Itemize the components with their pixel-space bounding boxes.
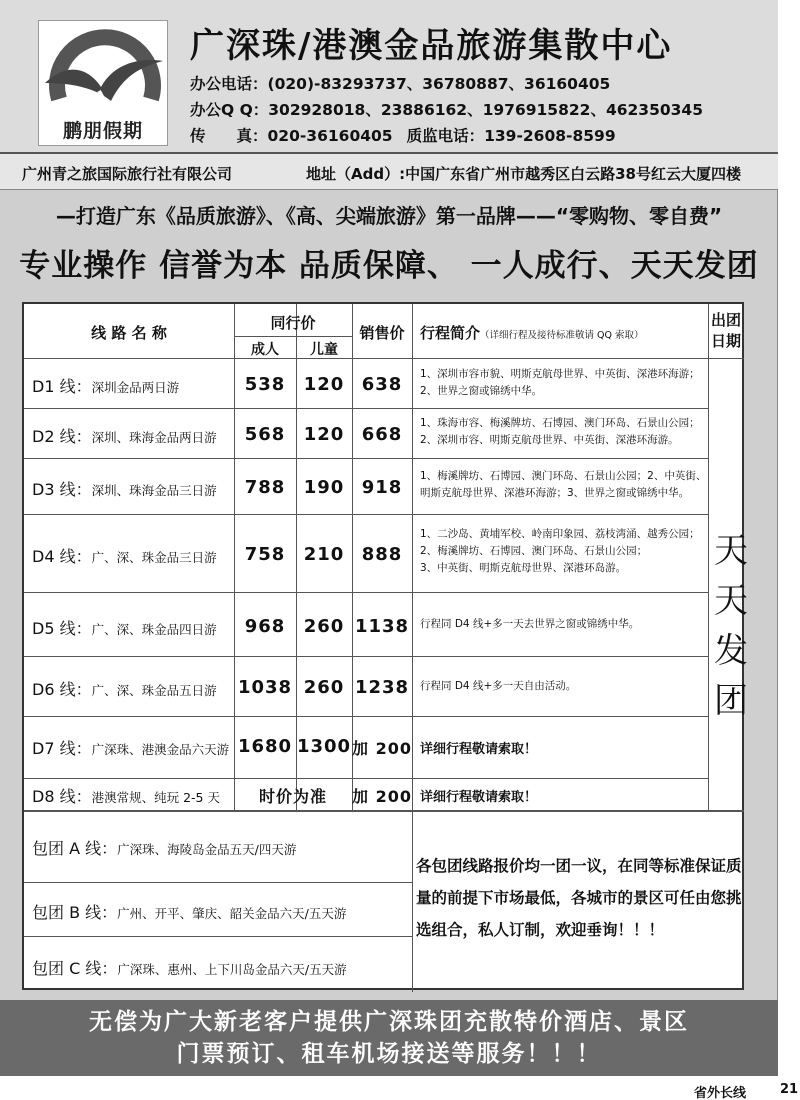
bird-logo-icon	[39, 21, 169, 125]
route-d5-desc: 行程同 D4 线+多一天去世界之窗或锦绣中华。	[420, 618, 640, 630]
route-d1-adult: 538	[244, 374, 286, 395]
office-phone-label: 办公电话：	[190, 75, 268, 93]
fax-label: 传 真：	[190, 127, 268, 145]
route-d4-sale: 888	[361, 544, 403, 565]
route-d6-desc: 行程同 D4 线+多一天自由活动。	[420, 680, 577, 692]
route-d1-child: 120	[303, 374, 345, 395]
route-d4-child: 210	[303, 544, 345, 565]
col-sale-header: 销售价	[359, 324, 405, 342]
col-peer-price-header: 同行价	[270, 314, 316, 332]
route-d5: D5 线：广、深、珠金品四日游	[32, 619, 217, 638]
office-qq-line	[190, 98, 703, 120]
route-d6-sale: 1238	[354, 677, 410, 698]
route-d8-sale: 加 200	[352, 787, 412, 806]
col-route-header: 线 路 名 称	[91, 324, 167, 342]
route-d4: D4 线：广、深、珠金品三日游	[32, 547, 217, 566]
charter-note: 各包团线路报价均一团一议，在同等标准保证质量的前提下市场最低，各城市的景区可任由您挑选组合，私人订制，欢迎垂询！！！	[416, 857, 742, 939]
fax-number: 020-36160405	[267, 127, 393, 145]
route-d6: D6 线：广、深、珠金品五日游	[32, 680, 217, 699]
col-child-header: 儿童	[310, 342, 338, 358]
route-d2: D2 线：深圳、珠海金品两日游	[32, 427, 217, 446]
route-d7-sale: 加 200	[352, 739, 412, 758]
route-d8-peer-price: 时价为准	[258, 787, 327, 806]
route-d2-sale: 668	[361, 424, 403, 445]
route-d3-adult: 788	[244, 477, 286, 498]
route-table	[22, 302, 748, 990]
service-banner	[0, 1000, 778, 1076]
route-d2-adult: 568	[244, 424, 286, 445]
page-title: 广深珠/港澳金品旅游集散中心	[190, 26, 673, 66]
daily-departure: 天 天 发 团	[714, 531, 748, 721]
route-d3-desc: 1、梅溪牌坊、石博园、澳门环岛、石景山公园；2、中英街、 明斯克航母世界、深港环海游；3、世界之窗或锦绣中华。	[420, 470, 707, 499]
header	[0, 0, 778, 152]
logo	[38, 20, 168, 146]
route-d3-sale: 918	[361, 477, 403, 498]
office-qq-label: 办公Q Q：	[190, 101, 269, 119]
route-d3: D3 线：深圳、珠海金品三日游	[32, 480, 217, 499]
charter-a: 包团 A 线：广深珠、海陵岛金品五天/四天游	[32, 839, 297, 858]
route-d1: D1 线：深圳金品两日游	[32, 377, 180, 396]
fax-line	[190, 124, 616, 146]
route-d6-adult: 1038	[237, 677, 293, 698]
route-d5-child: 260	[303, 616, 345, 637]
route-d7: D7 线：广深珠、港澳金品六天游	[32, 739, 230, 758]
charter-c: 包团 C 线：广深珠、惠州、上下川岛金品六天/五天游	[32, 959, 347, 978]
route-d7-desc: 详细行程敬请索取！	[420, 742, 538, 757]
route-d8: D8 线：港澳常规、纯玩 2-5 天	[32, 787, 220, 806]
company-bar	[0, 152, 778, 190]
banner-line-2: 门票预订、租车机场接送等服务！！！	[176, 1041, 602, 1067]
col-itinerary-note: （详细行程及接待标准敬请 QQ 索取）	[480, 330, 644, 341]
col-departure-header: 出团日期	[710, 311, 741, 350]
supervision-phone: 139-2608-8599	[484, 127, 616, 145]
route-d7-child: 1300	[296, 736, 352, 757]
route-d1-sale: 638	[361, 374, 403, 395]
route-d2-desc: 1、珠海市容、梅溪牌坊、石博园、澳门环岛、石景山公园； 2、深圳市容、明斯克航母世界、中英街、深港环海游。	[420, 417, 700, 446]
supervision-label: 质监电话：	[406, 127, 485, 145]
route-d4-adult: 758	[244, 544, 286, 565]
route-d1-desc: 1、深圳市容市貌、明斯克航母世界、中英街、深港环海游； 2、世界之窗或锦绣中华。	[420, 368, 700, 397]
logo-text: 鹏朋假期	[62, 120, 143, 142]
route-d3-child: 190	[303, 477, 345, 498]
slogan-line-2: 专业操作 信誉为本 品质保障、 一人成行、天天发团	[19, 248, 759, 284]
route-d5-sale: 1138	[354, 616, 410, 637]
route-d5-adult: 968	[244, 616, 286, 637]
office-phone: (020)-83293737、36780887、36160405	[267, 75, 611, 93]
route-d4-desc: 1、二沙岛、黄埔军校、岭南印象园、荔枝湾涌、越秀公园； 2、梅溪牌坊、石博园、澳门环岛、石景山公园； 3、中英街、明斯克航母世界、深港环岛游。	[420, 528, 700, 574]
charter-b: 包团 B 线：广州、开平、肇庆、韶关金品六天/五天游	[32, 903, 347, 922]
col-itinerary-header: 行程简介（详细行程及接待标准敬请 QQ 索取）	[420, 324, 644, 342]
route-d7-adult: 1680	[237, 736, 293, 757]
route-d8-desc: 详细行程敬请索取！	[420, 790, 538, 805]
page-number: 21	[780, 1082, 799, 1097]
office-phone-line	[190, 72, 610, 94]
company-address: 地址（Add）:中国广东省广州市越秀区白云路38号红云大厦四楼	[306, 165, 741, 183]
office-qq: 302928018、23886162、1976915822、462350345	[268, 101, 704, 119]
col-adult-header: 成人	[251, 342, 279, 358]
route-d6-child: 260	[303, 677, 345, 698]
banner-line-1: 无偿为广大新老客户提供广深珠团充散特价酒店、景区	[89, 1009, 689, 1035]
footer-section: 省外长线	[694, 1086, 747, 1100]
slogan-line-1: —打造广东《品质旅游》、《高、尖端旅游》第一品牌——“零购物、零自费”	[55, 204, 723, 228]
company-name: 广州青之旅国际旅行社有限公司	[22, 165, 233, 183]
route-d2-child: 120	[303, 424, 345, 445]
